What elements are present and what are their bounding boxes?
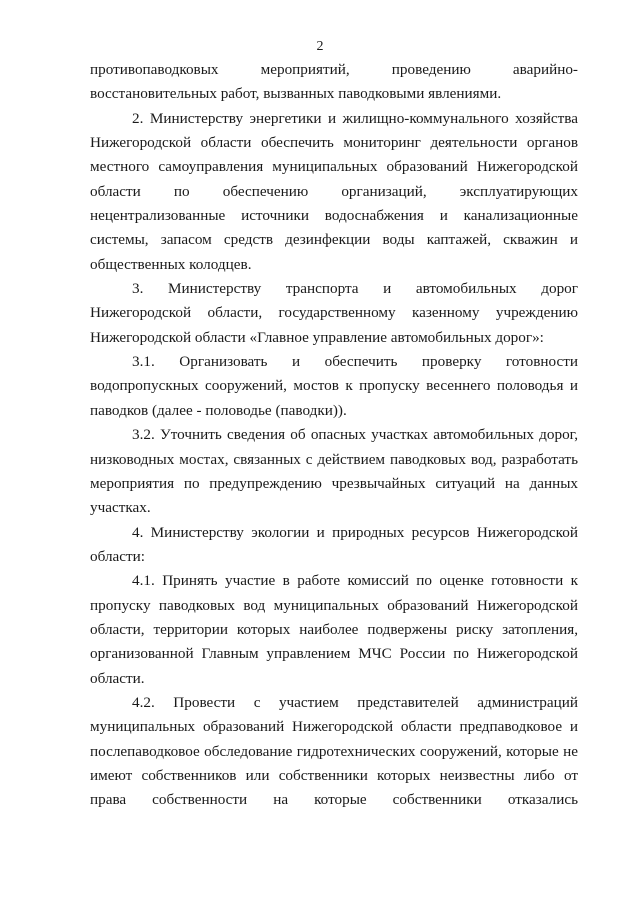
paragraph-item-4-2: 4.2. Провести с участием представителей администраций муниципальных образований Нижегородской области предпаводковое и послепаводковое обследование гидротехнических сооружений, которые не имеют собственников или собственники которых неизвестны либо от права собственности на которые собственники отказались <box>90 693 578 809</box>
paragraph-continuation: противопаводковых мероприятий, проведению аварийно-восстановительных работ, вызванных паводковыми явлениями. <box>90 61 578 103</box>
paragraph-item-2: 2. Министерству энергетики и жилищно-коммунального хозяйства Нижегородской области обеспечить мониторинг деятельности органов местного самоуправления муниципальных образований Нижегородской области по обеспечению организаций, эксплуатирующих нецентрализованные источники водоснабжения и канализационные системы, запасом средств дезинфекции воды каптажей, скважин и общественных колодцев. <box>90 109 578 273</box>
paragraph-item-4: 4. Министерству экологии и природных ресурсов Нижегородской области: <box>90 523 578 565</box>
paragraph-item-3-2: 3.2. Уточнить сведения об опасных участках автомобильных дорог, низководных мостах, связанных с действием паводковых вод, разработать мероприятия по предупреждению чрезвычайных ситуаций на данных участках. <box>90 426 578 517</box>
paragraph-item-3-1: 3.1. Организовать и обеспечить проверку готовности водопропускных сооружений, мостов к пропуску весеннего половодья и паводков (далее - половодье (паводки)). <box>90 353 578 419</box>
paragraph-item-4-1: 4.1. Принять участие в работе комиссий по оценке готовности к пропуску паводковых вод муниципальных образований Нижегородской области, территории которых наиболее подвержены риску затопления, организованной Главным управлением МЧС России по Нижегородской области. <box>90 572 578 687</box>
paragraph-item-3: 3. Министерству транспорта и автомобильных дорог Нижегородской области, государственному казенному учреждению Нижегородской области «Главное управление автомобильных дорог»: <box>90 280 578 346</box>
document-body <box>90 58 578 813</box>
page-number: 2 <box>316 39 324 54</box>
